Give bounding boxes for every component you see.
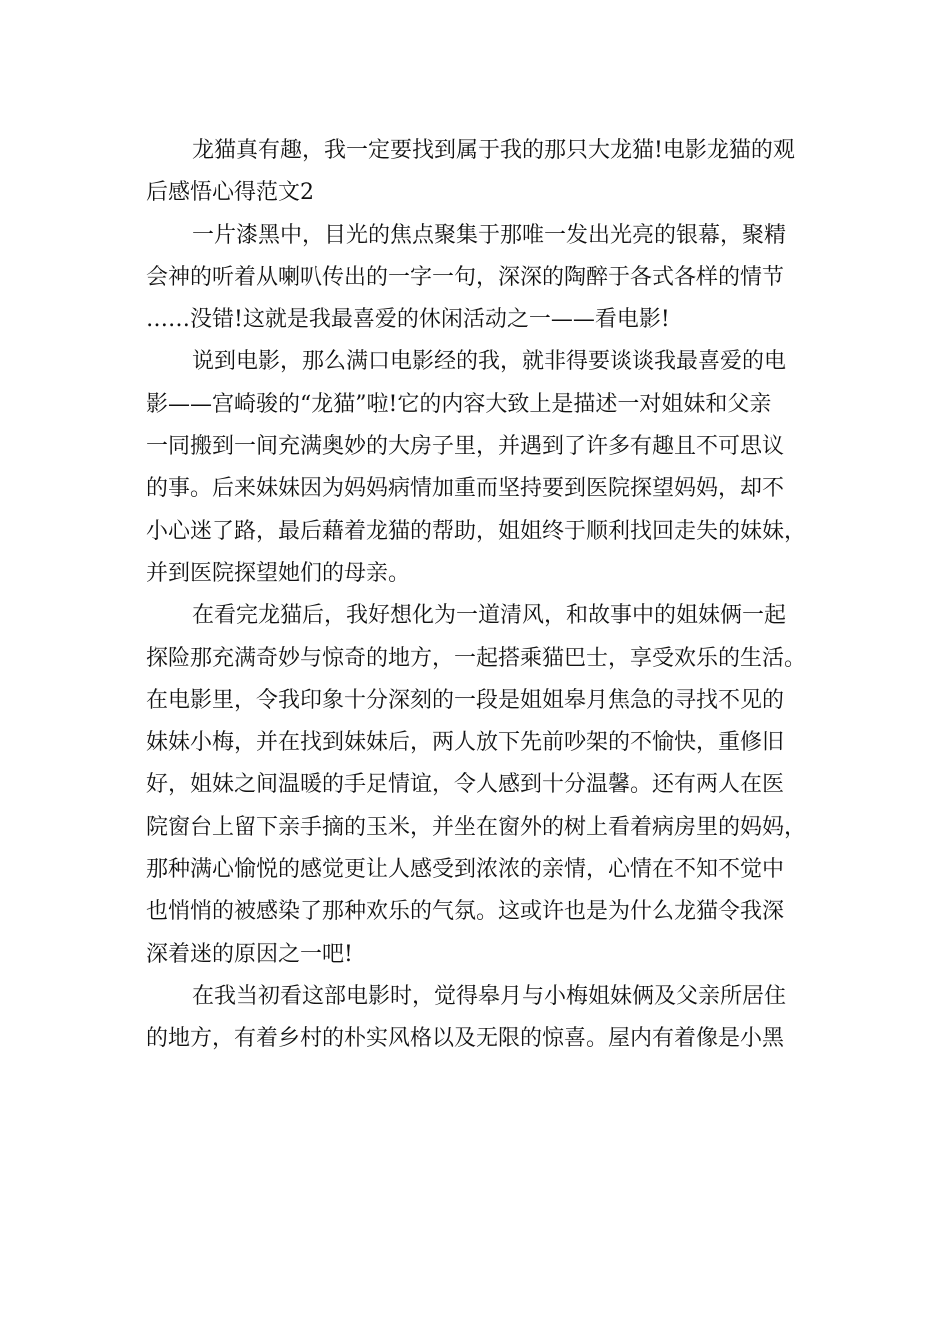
text-line: 并到医院探望她们的母亲。 — [146, 560, 411, 586]
text-line: ……没错!这就是我最喜爱的休闲活动之一——看电影! — [146, 307, 670, 333]
text-line: 小心迷了路，最后藉着龙猫的帮助，姐姐终于顺利找回走失的妹妹， — [146, 518, 807, 544]
text-line: 会神的听着从喇叭传出的一字一句，深深的陶醉于各式各样的情节 — [146, 264, 785, 290]
text-line: 好，姐妹之间温暖的手足情谊，令人感到十分温馨。还有两人在医 — [146, 772, 785, 798]
text-line: 后感悟心得范文2 — [146, 180, 314, 206]
article-body — [146, 130, 826, 1061]
text-line: 的事。后来妹妹因为妈妈病情加重而坚持要到医院探望妈妈，却不 — [146, 476, 785, 502]
text-line: 深着迷的原因之一吧! — [146, 941, 353, 967]
text-line: 在看完龙猫后，我好想化为一道清风，和故事中的姐妹俩一起 — [192, 603, 787, 629]
text-line: 龙猫真有趣，我一定要找到属于我的那只大龙猫!电影龙猫的观 — [192, 138, 795, 163]
text-line: 一片漆黑中，目光的焦点聚集于那唯一发出光亮的银幕，聚精 — [192, 222, 787, 248]
text-line: 院窗台上留下亲手摘的玉米，并坐在窗外的树上看着病房里的妈妈， — [146, 814, 807, 840]
text-line: 在电影里，令我印象十分深刻的一段是姐姐皋月焦急的寻找不见的 — [146, 687, 785, 713]
text-line: 也悄悄的被感染了那种欢乐的气氛。这或许也是为什么龙猫令我深 — [146, 899, 785, 925]
text-line: 影——宫崎骏的“龙猫”啦!它的内容大致上是描述一对姐妹和父亲 — [146, 391, 772, 417]
text-line: 那种满心愉悦的感觉更让人感受到浓浓的亲情，心情在不知不觉中 — [146, 857, 785, 883]
text-line: 探险那充满奇妙与惊奇的地方，一起搭乘猫巴士，享受欢乐的生活。 — [146, 645, 807, 671]
text-line: 在我当初看这部电影时，觉得皋月与小梅姐妹俩及父亲所居住 — [192, 983, 787, 1009]
text-line: 一同搬到一间充满奥妙的大房子里，并遇到了许多有趣且不可思议 — [146, 434, 785, 460]
text-line: 的地方，有着乡村的朴实风格以及无限的惊喜。屋内有着像是小黑 — [146, 1026, 785, 1052]
text-line: 说到电影，那么满口电影经的我，就非得要谈谈我最喜爱的电 — [192, 349, 787, 375]
text-line: 妹妹小梅，并在找到妹妹后，两人放下先前吵架的不愉快，重修旧 — [146, 730, 785, 756]
